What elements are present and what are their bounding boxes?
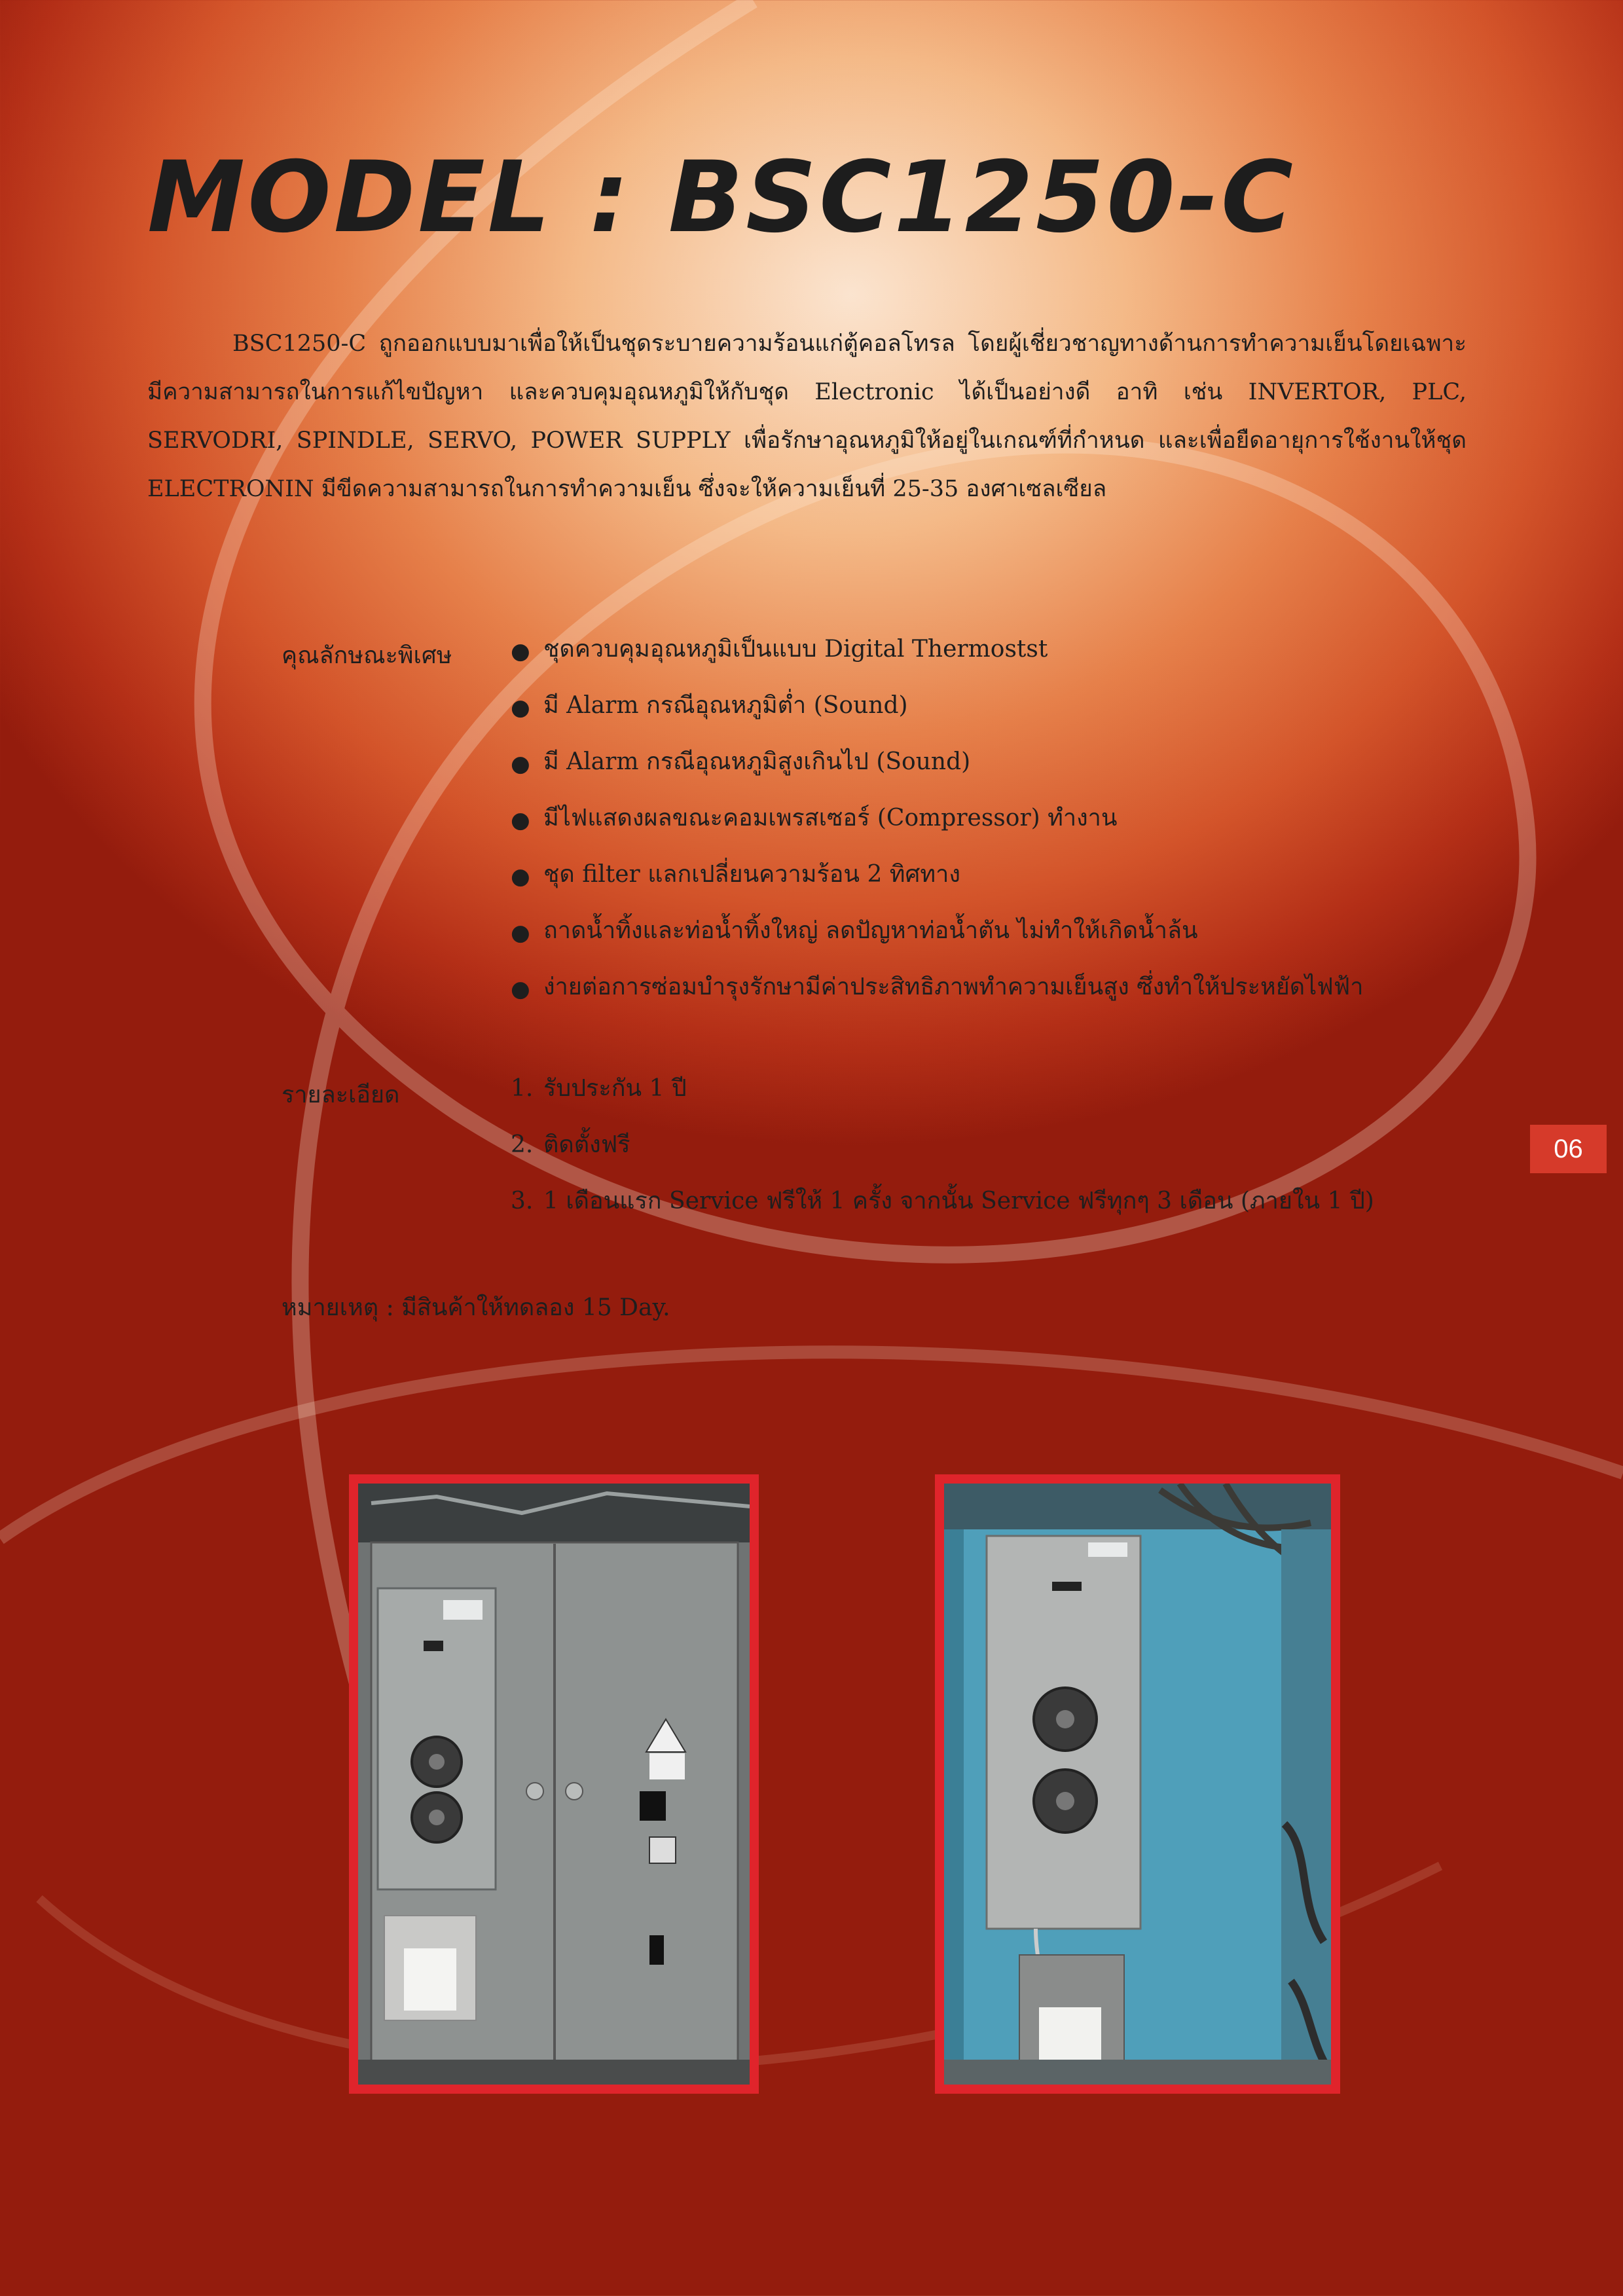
note-text: หมายเหตุ : มีสินค้าให้ทดลอง 15 Day.: [282, 1294, 670, 1321]
detail-item: 2. ติดตั้งฟรี: [511, 1131, 630, 1158]
feature-item: ● มี Alarm กรณีอุณหภูมิสูงเกินไป (Sound): [511, 748, 971, 777]
page-title: MODEL : BSC1250-C: [147, 141, 1296, 255]
bullet-icon: ●: [511, 864, 530, 890]
intro-paragraph: BSC1250-C ถูกออกแบบมาเพื่อให้เป็นชุดระบายความร้อนแก่ตู้คอลโทรล โดยผู้เชี่ยวชาญทางด้านการทำความเย็นโดยเฉพาะ มีความสามารถในการแก้ไขปัญหา และควบคุมอุณหภูมิให้กับชุด Electronic ได้เป็นอย่างดี อาทิ เช่น INVERTOR, PLC, SERVODRI, SPINDLE, SERVO, POWER SUPPLY เพื่อรักษาอุณหภูมิให้อยู่ในเกณฑ์ที่กำหนด และเพื่อยืดอายุการใช้งานให้ชุด ELECTRONIN มีขีดความสามารถในการทำความเย็น ซึ่งจะให้ความเย็นที่ 25-35 องศาเซลเซียล: [147, 331, 1467, 502]
features-label: คุณลักษณะพิเศษ: [282, 642, 452, 669]
feature-item: ● ง่ายต่อการซ่อมบำรุงรักษามีค่าประสิทธิภาพทำความเย็นสูง ซึ่งทำให้ประหยัดไฟฟ้า: [511, 974, 1364, 1002]
feature-item: ● ชุด filter แลกเปลี่ยนความร้อน 2 ทิศทาง: [511, 861, 960, 890]
product-photo-right: [935, 1474, 1340, 2094]
feature-item: ● มีไฟแสดงผลขณะคอมเพรสเซอร์ (Compressor) ทำงาน: [511, 805, 1118, 833]
bullet-icon: ●: [511, 920, 530, 946]
product-photo-left: [349, 1474, 759, 2094]
bullet-icon: ●: [511, 751, 530, 777]
cabinet-photo-image: [358, 1484, 750, 2085]
feature-item: ● ถาดน้ำทิ้งและท่อน้ำทิ้งใหญ่ ลดปัญหาท่อน้ำตัน ไม่ทำให้เกิดน้ำล้น: [511, 917, 1198, 946]
details-list: [511, 1076, 1623, 1245]
details-label: รายละเอียด: [282, 1082, 400, 1108]
detail-number: 3.: [511, 1188, 534, 1214]
machine-photo-image: [944, 1484, 1331, 2085]
feature-item: ● ชุดควบคุมอุณหภูมิเป็นแบบ Digital Thermostst: [511, 636, 1048, 665]
detail-item: 1. รับประกัน 1 ปี: [511, 1075, 687, 1102]
features-list: [511, 636, 1623, 1030]
feature-item: ● มี Alarm กรณีอุณหภูมิต่ำ (Sound): [511, 692, 908, 721]
detail-number: 1.: [511, 1075, 534, 1102]
page-number-badge: 06: [1530, 1125, 1607, 1173]
bullet-icon: ●: [511, 638, 530, 665]
bullet-icon: ●: [511, 976, 530, 1002]
detail-item: 3. 1 เดือนแรก Service ฟรีให้ 1 ครั้ง จากนั้น Service ฟรีทุกๆ 3 เดือน (ภายใน 1 ปี): [511, 1188, 1374, 1214]
bullet-icon: ●: [511, 807, 530, 833]
detail-number: 2.: [511, 1131, 534, 1158]
bullet-icon: ●: [511, 695, 530, 721]
